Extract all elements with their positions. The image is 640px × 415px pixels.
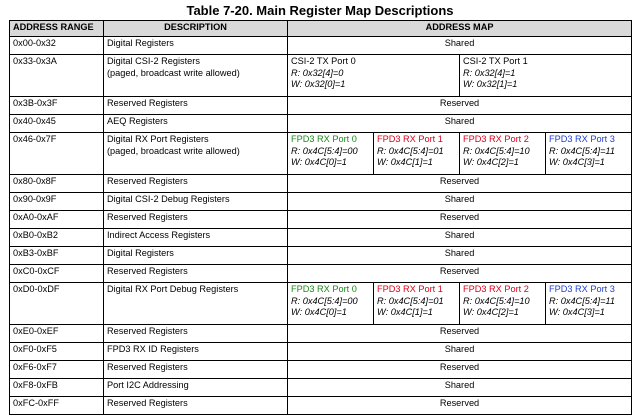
write-select-value: W: 0x4C[1]=1: [377, 307, 433, 317]
address-map-cell: Reserved: [288, 265, 632, 283]
header-description: DESCRIPTION: [104, 21, 288, 37]
table-row: [10, 55, 632, 97]
address-map-cell: Shared: [288, 247, 632, 265]
address-range-cell: 0x00-0x32: [10, 37, 104, 55]
read-select-value: R: 0x4C[5:4]=10: [463, 145, 530, 156]
description-text: Reserved Registers: [107, 212, 188, 222]
address-range-cell: 0xE0-0xEF: [10, 325, 104, 343]
fpd3-rx-port-name: FPD3 RX Port 0: [291, 134, 357, 144]
description-cell: [104, 133, 288, 175]
description-text: Digital CSI-2 Debug Registers: [107, 194, 230, 204]
fpd3-rx-port-cell: [546, 283, 632, 325]
description-text: AEQ Registers: [107, 116, 168, 126]
fpd3-rx-port-name: FPD3 RX Port 2: [463, 134, 529, 144]
address-range-cell: 0xD0-0xDF: [10, 283, 104, 325]
header-row: [10, 21, 632, 37]
table-row: [10, 265, 632, 283]
table-row: [10, 229, 632, 247]
fpd3-rx-port-name: FPD3 RX Port 1: [377, 134, 443, 144]
description-cell: [104, 325, 288, 343]
table-title: Table 7-20. Main Register Map Descriptions: [186, 3, 454, 18]
table-row: [10, 193, 632, 211]
table-row: [10, 343, 632, 361]
description-text: Digital RX Port Registers: [107, 134, 209, 144]
description-text: Reserved Registers: [107, 362, 188, 372]
fpd3-rx-port-cell: [546, 133, 632, 175]
description-text: Digital Registers: [107, 248, 174, 258]
fpd3-rx-port-cell: [460, 283, 546, 325]
table-row: [10, 97, 632, 115]
description-note: (paged, broadcast write allowed): [107, 145, 240, 156]
description-cell: [104, 283, 288, 325]
address-map-cell: Shared: [288, 343, 632, 361]
address-range-cell: 0xC0-0xCF: [10, 265, 104, 283]
address-range-cell: 0x3B-0x3F: [10, 97, 104, 115]
description-cell: [104, 115, 288, 133]
write-select-value: W: 0x4C[2]=1: [463, 307, 519, 317]
address-range-cell: 0x90-0x9F: [10, 193, 104, 211]
fpd3-rx-port-cell: [374, 133, 460, 175]
header-address-range: ADDRESS RANGE: [10, 21, 104, 37]
description-text: Port I2C Addressing: [107, 380, 189, 390]
description-text: Indirect Access Registers: [107, 230, 211, 240]
table-row: [10, 397, 632, 415]
description-text: Reserved Registers: [107, 398, 188, 408]
description-cell: [104, 97, 288, 115]
description-cell: [104, 265, 288, 283]
description-text: Reserved Registers: [107, 176, 188, 186]
fpd3-rx-port-cell: [288, 133, 374, 175]
write-select-value: W: 0x4C[2]=1: [463, 157, 519, 167]
read-select-value: R: 0x32[4]=0: [291, 67, 344, 78]
table-row: [10, 115, 632, 133]
write-select-value: W: 0x4C[3]=1: [549, 157, 605, 167]
fpd3-rx-port-cell: [460, 133, 546, 175]
address-map-cell: Shared: [288, 379, 632, 397]
read-select-value: R: 0x32[4]=1: [463, 67, 516, 78]
description-text: Reserved Registers: [107, 98, 188, 108]
address-range-cell: 0x33-0x3A: [10, 55, 104, 97]
table-row: [10, 283, 632, 325]
write-select-value: W: 0x4C[1]=1: [377, 157, 433, 167]
address-map-cell: Reserved: [288, 397, 632, 415]
fpd3-rx-port-name: FPD3 RX Port 2: [463, 284, 529, 294]
address-range-cell: 0xB3-0xBF: [10, 247, 104, 265]
table-row: [10, 247, 632, 265]
write-select-value: W: 0x32[0]=1: [291, 79, 346, 89]
description-cell: [104, 379, 288, 397]
address-map-cell: Shared: [288, 115, 632, 133]
read-select-value: R: 0x4C[5:4]=01: [377, 295, 444, 306]
fpd3-rx-port-cell: [374, 283, 460, 325]
address-map-cell: Reserved: [288, 211, 632, 229]
read-select-value: R: 0x4C[5:4]=11: [549, 295, 615, 306]
description-cell: [104, 193, 288, 211]
description-cell: [104, 361, 288, 379]
description-note: (paged, broadcast write allowed): [107, 67, 240, 78]
write-select-value: W: 0x4C[3]=1: [549, 307, 605, 317]
address-range-cell: 0x46-0x7F: [10, 133, 104, 175]
register-map-table: [9, 20, 632, 415]
description-text: Digital RX Port Debug Registers: [107, 284, 239, 294]
description-text: Digital Registers: [107, 38, 174, 48]
read-select-value: R: 0x4C[5:4]=00: [291, 145, 358, 156]
address-range-cell: 0xF8-0xFB: [10, 379, 104, 397]
description-cell: [104, 175, 288, 193]
table-row: [10, 211, 632, 229]
fpd3-rx-port-name: FPD3 RX Port 3: [549, 284, 615, 294]
description-cell: [104, 55, 288, 97]
description-cell: [104, 397, 288, 415]
description-text: Reserved Registers: [107, 326, 188, 336]
read-select-value: R: 0x4C[5:4]=01: [377, 145, 444, 156]
read-select-value: R: 0x4C[5:4]=00: [291, 295, 358, 306]
address-map-cell: Shared: [288, 229, 632, 247]
address-range-cell: 0x40-0x45: [10, 115, 104, 133]
table-row: [10, 37, 632, 55]
table-row: [10, 175, 632, 193]
address-range-cell: 0xA0-0xAF: [10, 211, 104, 229]
table-body: [10, 37, 632, 415]
address-map-cell: Reserved: [288, 97, 632, 115]
address-map-cell: Reserved: [288, 175, 632, 193]
csi-tx-port-cell: [288, 55, 460, 97]
table-row: [10, 361, 632, 379]
write-select-value: W: 0x32[1]=1: [463, 79, 518, 89]
description-cell: [104, 229, 288, 247]
write-select-value: W: 0x4C[0]=1: [291, 157, 347, 167]
read-select-value: R: 0x4C[5:4]=10: [463, 295, 530, 306]
csi-tx-port-cell: [460, 55, 632, 97]
address-map-cell: Reserved: [288, 361, 632, 379]
table-row: [10, 133, 632, 175]
csi-tx-port-name: CSI-2 TX Port 1: [463, 56, 528, 66]
description-cell: [104, 343, 288, 361]
fpd3-rx-port-name: FPD3 RX Port 3: [549, 134, 615, 144]
csi-tx-port-name: CSI-2 TX Port 0: [291, 56, 356, 66]
fpd3-rx-port-name: FPD3 RX Port 0: [291, 284, 357, 294]
address-range-cell: 0xB0-0xB2: [10, 229, 104, 247]
description-cell: [104, 37, 288, 55]
fpd3-rx-port-name: FPD3 RX Port 1: [377, 284, 443, 294]
address-range-cell: 0xF6-0xF7: [10, 361, 104, 379]
header-address-map: ADDRESS MAP: [288, 21, 632, 37]
fpd3-rx-port-cell: [288, 283, 374, 325]
address-map-cell: Shared: [288, 37, 632, 55]
address-map-cell: Shared: [288, 193, 632, 211]
description-text: Reserved Registers: [107, 266, 188, 276]
address-map-cell: Reserved: [288, 325, 632, 343]
description-text: FPD3 RX ID Registers: [107, 344, 199, 354]
description-cell: [104, 211, 288, 229]
write-select-value: W: 0x4C[0]=1: [291, 307, 347, 317]
address-range-cell: 0xFC-0xFF: [10, 397, 104, 415]
address-range-cell: 0xF0-0xF5: [10, 343, 104, 361]
read-select-value: R: 0x4C[5:4]=11: [549, 145, 615, 156]
description-cell: [104, 247, 288, 265]
address-range-cell: 0x80-0x8F: [10, 175, 104, 193]
table-row: [10, 379, 632, 397]
description-text: Digital CSI-2 Registers: [107, 56, 200, 66]
table-row: [10, 325, 632, 343]
